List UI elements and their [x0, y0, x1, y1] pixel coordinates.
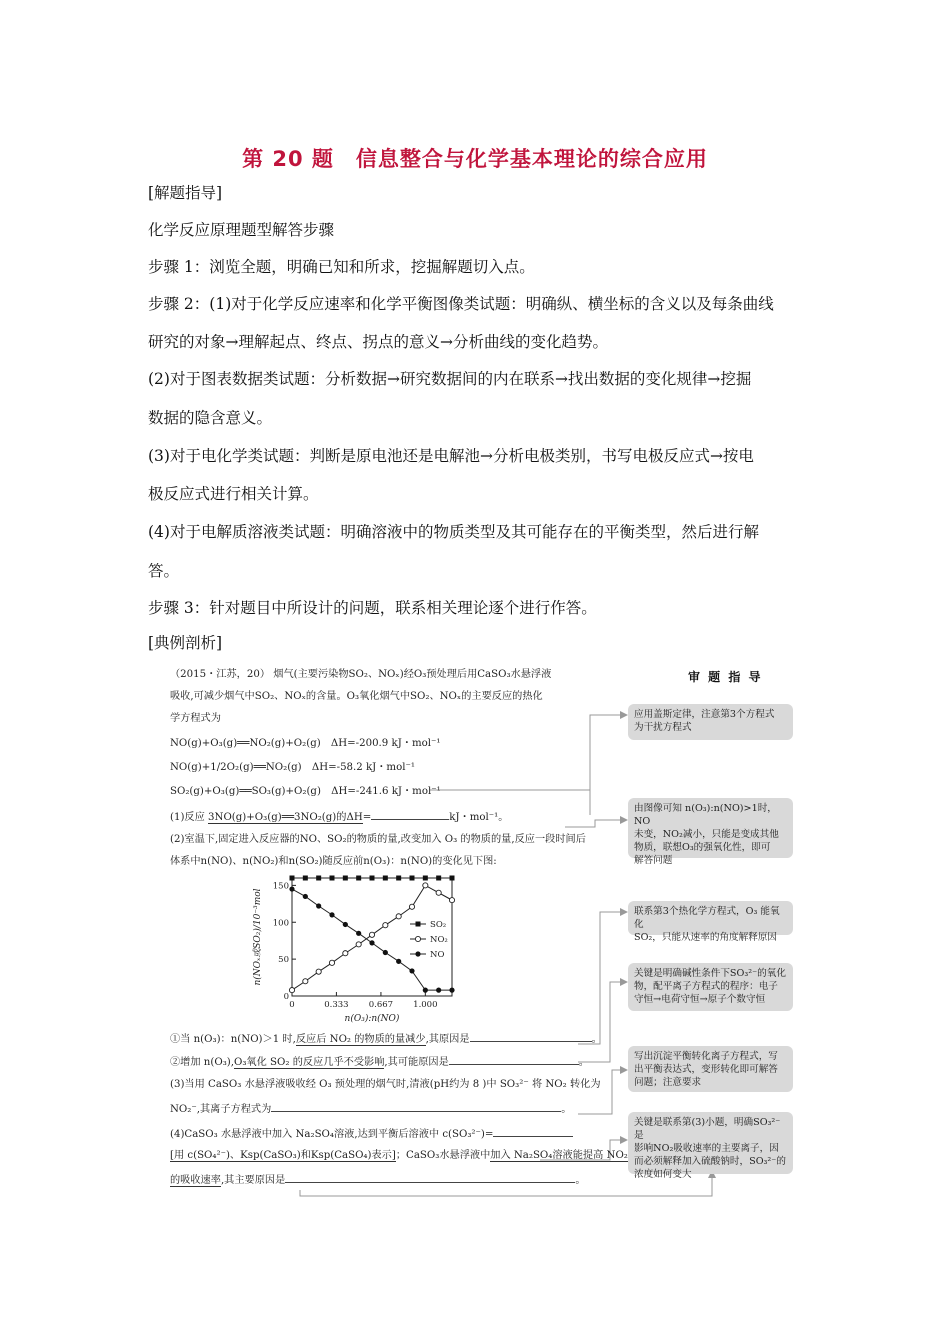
x-tick-label: 0.667: [368, 1000, 394, 1010]
legend-label: NO₂: [430, 935, 448, 945]
paragraph: 步骤 1：浏览全题，明确已知和所求，挖掘解题切入点。: [148, 258, 535, 276]
y-tick-label: 150: [272, 881, 289, 892]
question-4-highlight: 的吸收速率: [170, 1175, 221, 1186]
sub-question-2-prefix: ②增加 n(O₃),: [170, 1057, 234, 1068]
x-axis-label: n(O₃):n(NO): [344, 1014, 400, 1024]
data-point-filled: [436, 988, 441, 993]
y-tick-label: 100: [272, 918, 289, 929]
legend-label: SO₂: [430, 920, 447, 930]
answer-blank[interactable]: [371, 809, 449, 820]
answer-blank[interactable]: [470, 1031, 592, 1042]
section-label-example: [典例剖析]: [148, 634, 223, 652]
chart: [250, 870, 480, 1028]
sub-question-1-ask: ,其原因是: [425, 1034, 470, 1045]
paragraph: (3)对于电化学类试题：判断是原电池还是电解池→分析电极类别，书写电极反应式→按电: [148, 447, 754, 465]
question-1-eq: =: [362, 812, 372, 823]
question-4-text: ；CaSO₃水悬浮液中: [395, 1150, 491, 1161]
paragraph: 答。: [148, 562, 180, 580]
data-point-square: [330, 876, 335, 881]
data-point-filled: [369, 940, 374, 945]
guide-box: 应用盖斯定律，注意第3个方程式 为干扰方程式: [628, 704, 793, 740]
equation: NO(g)+1/2O₂(g)══NO₂(g) ΔH=-58.2 kJ・mol⁻¹: [170, 762, 415, 773]
data-point-open: [423, 883, 428, 888]
section-label-guide: [解题指导]: [148, 184, 223, 202]
data-point-open: [409, 904, 414, 909]
data-point-filled: [343, 922, 348, 927]
data-point-filled: [329, 912, 334, 917]
question-2: (2)室温下,固定进入反应器的NO、SO₂的物质的量,改变加入 O₃ 的物质的量,反应一段时间后: [170, 834, 586, 845]
question-2: 体系中n(NO)、n(NO₂)和n(SO₂)随反应前n(O₃)：n(NO)的变化见下图:: [170, 856, 497, 867]
data-point-square: [450, 876, 455, 881]
guide-box: 由图像可知 n(O₃):n(NO)>1时，NO 未变，NO₂减小，只能是变成其他 物质，联想O₃的强氧化性，即可 解答问题: [628, 798, 793, 858]
sub-question-1-highlight: 反应后 NO₂ 的物质的量减少: [295, 1034, 426, 1045]
paragraph: 步骤 2：(1)对于化学反应速率和化学平衡图像类试题：明确纵、横坐标的含义以及每条曲线: [148, 295, 774, 313]
guide-box: 关键是明确碱性条件下SO₃²⁻的氧化 物，配平离子方程式的程序：电子 守恒→电荷守恒→原子个数守恒: [628, 963, 793, 1011]
question-3: (3)当用 CaSO₃ 水悬浮液吸收经 O₃ 预处理的烟气时,清液(pH约为 8 )中 SO₃²⁻ 将 NO₂ 转化为: [170, 1079, 601, 1090]
data-point-filled: [356, 931, 361, 936]
answer-blank[interactable]: [449, 1054, 579, 1065]
question-4-line3: [170, 1172, 586, 1187]
legend-marker: [416, 922, 421, 927]
data-point-filled: [449, 988, 454, 993]
data-point-open: [303, 979, 308, 984]
question-4-line2: [170, 1149, 628, 1162]
data-point-open: [436, 890, 441, 895]
question-4-requirement: [用 c(SO₄²⁻)、Ksp(CaSO₃)和Ksp(CaSO₄)表示]: [170, 1150, 396, 1161]
equation: NO(g)+O₃(g)══NO₂(g)+O₂(g) ΔH=-200.9 kJ・mol⁻¹: [170, 738, 441, 749]
guide-box: 关键是联系第(3)小题，明确SO₃²⁻是 影响NO₂吸收速率的主要离子，因 而必须解释加入硫酸钠时，SO₃²⁻的 浓度如何变大: [628, 1112, 793, 1174]
paragraph: 数据的隐含意义。: [148, 409, 273, 427]
data-point-open: [396, 914, 401, 919]
answer-blank[interactable]: [271, 1101, 561, 1112]
paragraph: 化学反应原理题型解答步骤: [148, 221, 335, 239]
question-3-ask: NO₂⁻,其离子方程式为: [170, 1104, 272, 1115]
x-tick-label: 0.333: [324, 1000, 349, 1010]
paragraph: 步骤 3：针对题目中所设计的问题，联系相关理论逐个进行作答。: [148, 599, 597, 617]
question-4-text: (4)CaSO₃ 水悬浮液中加入 Na₂SO₄溶液,达到平衡后溶液中 c(SO₃²⁻)=: [170, 1129, 494, 1140]
question-1-reaction: 3NO(g)+O₃(g)══3NO₂(g)的ΔH: [208, 812, 363, 823]
data-point-open: [289, 988, 294, 993]
data-point-square: [303, 876, 308, 881]
sub-question-2-ask: ,其可能原因是: [384, 1057, 449, 1068]
data-point-open: [329, 960, 334, 965]
y-tick-label: 50: [278, 955, 289, 966]
y-axis-label: n(NOₓ或SO₂)/10⁻³mol: [253, 888, 263, 986]
data-point-open: [356, 942, 361, 947]
sub-question-2: [170, 1054, 589, 1069]
page-title: 第 20 题 信息整合与化学基本理论的综合应用: [242, 147, 708, 171]
guide-box: 写出沉淀平衡转化离子方程式，写 出平衡表达式，变形转化即可解答 问题；注意要求: [628, 1046, 793, 1092]
x-tick-label: 1.000: [413, 1000, 438, 1010]
question-4-highlight: 加入 Na₂SO₄溶液能提高 NO₂: [490, 1150, 628, 1161]
data-point-filled: [409, 968, 414, 973]
question-1: [170, 809, 508, 824]
data-point-square: [290, 876, 295, 881]
legend-label: NO: [430, 950, 445, 960]
question-4-ask: ,其主要原因是: [220, 1175, 286, 1186]
answer-blank[interactable]: [493, 1126, 573, 1137]
data-point-open: [383, 923, 388, 928]
question-3-line2: [170, 1101, 571, 1116]
data-point-filled: [316, 903, 321, 908]
data-point-square: [343, 876, 348, 881]
sub-question-2-highlight: O₃氧化 SO₂ 的反应几乎不受影响: [234, 1057, 385, 1068]
question-1-unit: kJ・mol⁻¹。: [449, 812, 509, 823]
x-tick-label: 0: [289, 1000, 295, 1010]
example-intro: 学方程式为: [170, 713, 221, 724]
example-intro: 吸收,可减少烟气中SO₂、NOₓ的含量。O₃氧化烟气中SO₂、NOₓ的主要反应的热化: [170, 691, 543, 702]
data-point-open: [343, 951, 348, 956]
legend-marker: [415, 936, 420, 941]
data-point-square: [370, 876, 375, 881]
punct: 。: [578, 1057, 589, 1068]
punct: 。: [591, 1034, 602, 1045]
y-tick-label: 0: [283, 992, 289, 1002]
paragraph: (4)对于电解质溶液类试题：明确溶液中的物质类型及其可能存在的平衡类型，然后进行解: [148, 523, 759, 541]
data-point-filled: [289, 886, 294, 891]
equation: SO₂(g)+O₃(g)══SO₃(g)+O₂(g) ΔH=-241.6 kJ・mol⁻¹: [170, 786, 441, 797]
data-point-square: [383, 876, 388, 881]
data-point-open: [449, 898, 454, 903]
punct: 。: [561, 1104, 572, 1115]
data-point-square: [396, 876, 401, 881]
series-line-NO: [292, 889, 452, 990]
question-4: [170, 1126, 573, 1141]
data-point-filled: [383, 950, 388, 955]
paragraph: 研究的对象→理解起点、终点、拐点的意义→分析曲线的变化趋势。: [148, 333, 608, 351]
punct: 。: [575, 1175, 586, 1186]
legend-marker: [415, 951, 420, 956]
data-point-filled: [303, 894, 308, 899]
sub-question-1: [170, 1031, 602, 1046]
answer-blank[interactable]: [285, 1172, 575, 1183]
guide-box: 联系第3个热化学方程式，O₃ 能氧化 SO₂，只能从速率的角度解释原因: [628, 901, 793, 935]
sub-question-1-prefix: ①当 n(O₃)：n(NO)＞1 时,: [170, 1034, 296, 1045]
data-point-filled: [423, 988, 428, 993]
data-point-open: [316, 969, 321, 974]
question-1-prefix: (1)反应: [170, 812, 209, 823]
paragraph: (2)对于图表数据类试题：分析数据→研究数据间的内在联系→找出数据的变化规律→挖掘: [148, 370, 752, 388]
data-point-square: [316, 876, 321, 881]
data-point-square: [423, 876, 428, 881]
data-point-square: [356, 876, 361, 881]
guide-title: 审 题 指 导: [688, 670, 763, 684]
data-point-filled: [396, 959, 401, 964]
data-point-open: [369, 932, 374, 937]
example-intro: （2015・江苏，20） 烟气(主要污染物SO₂、NOₓ)经O₃预处理后用CaSO₃水悬浮液: [170, 669, 552, 680]
data-point-square: [436, 876, 441, 881]
data-point-square: [410, 876, 415, 881]
paragraph: 极反应式进行相关计算。: [148, 485, 319, 503]
